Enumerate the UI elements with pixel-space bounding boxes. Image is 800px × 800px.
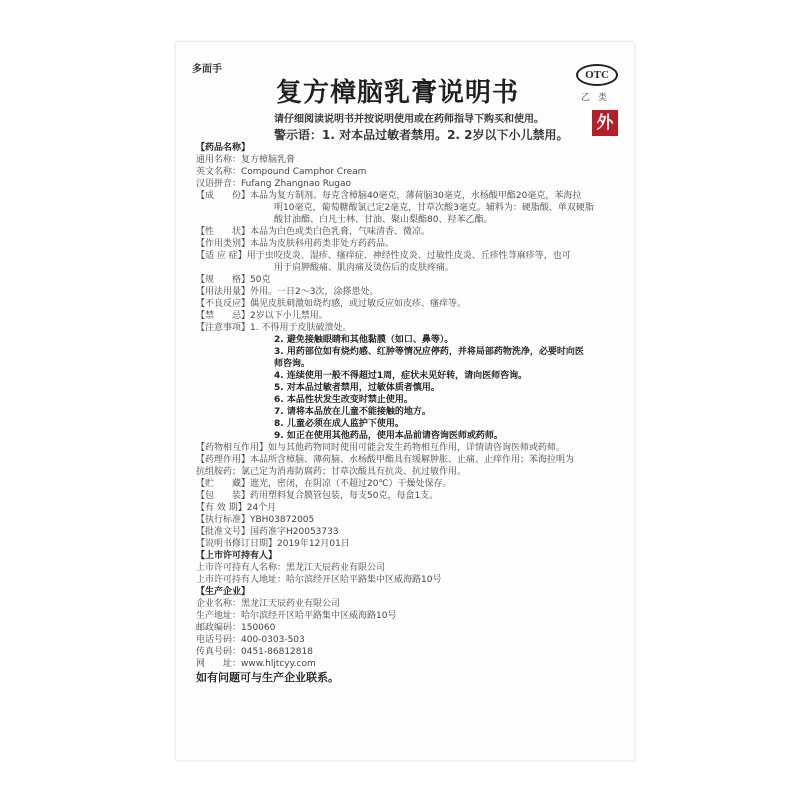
info-row: 【有 效 期】24个月: [196, 503, 277, 513]
brand-logo: 多面手: [192, 64, 222, 75]
info-row: 明10毫克，葡萄糖酸氯己定2毫克，甘草次酸3毫克。辅料为：硬脂酸、单双硬脂: [274, 203, 594, 213]
info-row: 【执行标准】YBH03872005: [196, 515, 315, 525]
info-row: 【药物相互作用】如与其他药物同时使用可能会发生药物相互作用，详情请咨询医师或药师。: [196, 443, 566, 453]
info-row: 4. 连续使用一般不得超过1周，症状未见好转，请向医师咨询。: [274, 371, 528, 381]
info-row: 企业名称：黑龙江天辰药业有限公司: [196, 599, 341, 609]
info-row: 7. 请将本品放在儿童不能接触的地方。: [274, 407, 431, 417]
info-row: 2. 避免接触眼睛和其他黏膜（如口、鼻等）。: [274, 335, 454, 345]
info-row: 如有问题可与生产企业联系。: [196, 671, 339, 684]
info-row: 【用法用量】外用。一日2～3次，涂搽患处。: [196, 287, 379, 297]
info-row: 抗组胺药；氯己定为消毒防腐药；甘草次酸具有抗炎、抗过敏作用。: [196, 467, 467, 477]
info-row: 传真号码：0451-86812818: [196, 647, 313, 657]
info-row: 【药理作用】本品所含樟脑、薄荷脑、水杨酸甲酯具有缓解肿胀、止痛、止痒作用；苯海拉明为: [196, 455, 575, 465]
info-row: 【性 状】本品为白色或类白色乳膏，气味清香、微凉。: [196, 227, 431, 237]
info-row: 【注意事项】1. 不得用于皮肤破溃处。: [196, 323, 352, 333]
external-use-mark: 外: [592, 110, 618, 136]
content-rows: [196, 142, 624, 686]
info-row: 【包 装】药用塑料复合膜管包装，每支50克，每盒1支。: [196, 491, 439, 501]
info-row: 生产地址：哈尔滨经开区哈平路集中区威海路10号: [196, 611, 397, 621]
info-row: 3. 用药部位如有烧灼感、红肿等情况应停药，并将局部药物洗净，必要时向医: [274, 347, 584, 357]
info-row: 【不良反应】偶见皮肤刺激如烧灼感，或过敏反应如皮疹、瘙痒等。: [196, 299, 467, 309]
info-row: 8. 儿童必须在成人监护下使用。: [274, 419, 404, 429]
info-row: 【成 份】本品为复方制剂。每克含樟脑40毫克，薄荷脑30毫克，水杨酸甲酯20毫克，苯海拉: [196, 191, 582, 201]
info-row: 汉语拼音：Fufang Zhangnao Rugao: [196, 179, 352, 189]
info-row: 英文名称：Compound Camphor Cream: [196, 167, 367, 177]
info-row: 【规 格】50克: [196, 275, 271, 285]
info-row: 用于肩胛酸痛、肌肉痛及烫伤后的皮肤疼痛。: [274, 263, 455, 273]
info-row: 【药品名称】: [196, 143, 251, 153]
info-row: 网 址：www.hljtcyy.com: [196, 659, 316, 669]
info-row: 【作用类别】本品为皮肤科用药类非处方药药品。: [196, 239, 395, 249]
info-row: 【禁 忌】2岁以下小儿禁用。: [196, 311, 328, 321]
info-row: 【贮 藏】遮光，密闭，在阴凉（不超过20℃）干燥处保存。: [196, 479, 452, 489]
info-row: 通用名称：复方樟脑乳膏: [196, 155, 296, 165]
info-row: 【上市许可持有人】: [196, 551, 278, 561]
category-label: 乙类: [581, 93, 616, 103]
info-row: 6. 本品性状发生改变时禁止使用。: [274, 395, 413, 405]
instruction-sheet: [176, 42, 634, 760]
info-row: 上市许可持有人名称：黑龙江天辰药业有限公司: [196, 563, 386, 573]
info-row: 【说明书修订日期】2019年12月01日: [196, 539, 350, 549]
info-row: 邮政编码：150060: [196, 623, 276, 633]
info-row: 上市许可持有人地址：哈尔滨经开区哈平路集中区威海路10号: [196, 575, 442, 585]
page-title: 复方樟脑乳膏说明书: [276, 78, 520, 108]
info-row: 电话号码：400-0303-503: [196, 635, 305, 645]
usage-notice: 请仔细阅读说明书并按说明使用或在药师指导下购买和使用。: [274, 114, 544, 125]
info-row: 【生产企业】: [196, 587, 251, 597]
info-row: 【适 应 症】用于虫咬皮炎、湿疹、瘙痒症、神经性皮炎、过敏性皮炎、丘疹性荨麻疹等，也可: [196, 251, 571, 261]
warning-text: 警示语：1. 对本品过敏者禁用。2. 2岁以下小儿禁用。: [274, 128, 569, 142]
otc-badge: OTC: [576, 64, 618, 86]
info-row: 9. 如正在使用其他药品，使用本品前请咨询医师或药师。: [274, 431, 503, 441]
info-row: 【批准文号】国药准字H20053733: [196, 527, 339, 537]
info-row: 师咨询。: [274, 359, 311, 369]
info-row: 酸甘油酯、白凡士林、甘油、聚山梨酯80、羟苯乙酯。: [274, 215, 493, 225]
info-row: 5. 对本品过敏者禁用，过敏体质者慎用。: [274, 383, 440, 393]
